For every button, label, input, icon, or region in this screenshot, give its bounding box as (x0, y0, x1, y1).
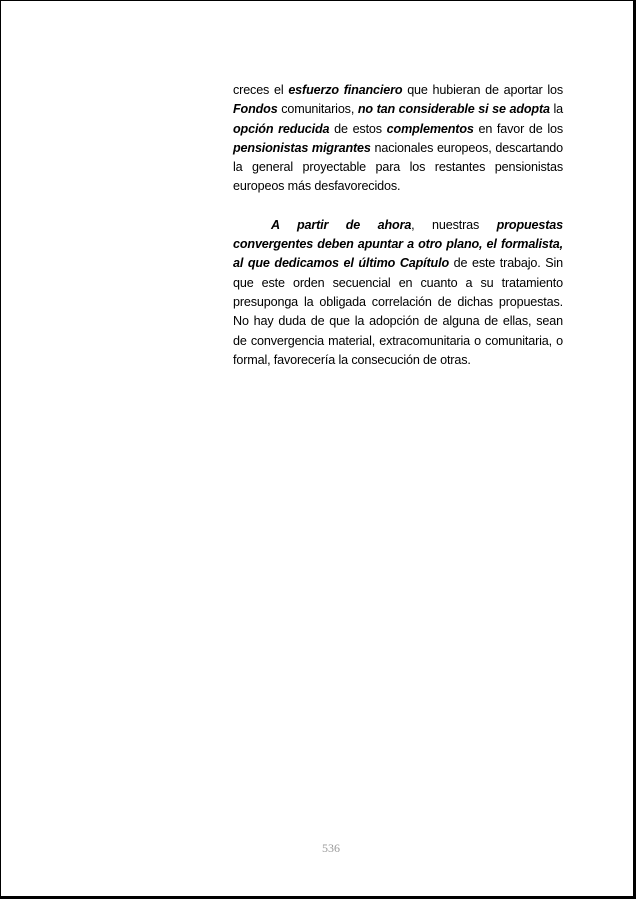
text-run: en favor de los (473, 121, 563, 136)
emphasis-text: propuestas convergentes deben apuntar a otro plano, el formalista, al que dedicamos el último Capítulo (233, 217, 563, 271)
text-run: creces el (233, 83, 289, 97)
emphasis-text: Fondos (233, 102, 278, 117)
emphasis-text: pensionistas migrantes (233, 140, 371, 155)
text-run: la (549, 102, 564, 117)
emphasis-text: A partir de ahora (271, 217, 412, 232)
paragraph-2 (233, 216, 563, 370)
text-run: de este trabajo. Sin que este orden secuencial en cuanto a su tratamiento presuponga la obligada correlación de dichas propuestas. No hay duda de que la adopción de alguna de ellas, sean de convergencia material, extracomunitaria o comunitaria, o formal, favorecería la consecución de otras. (233, 256, 563, 367)
page-number: 536 (322, 841, 340, 855)
body-text (233, 81, 563, 370)
text-run: de estos (329, 121, 387, 136)
paragraph-1 (233, 81, 563, 197)
text-run: comunitarios, (277, 102, 358, 117)
text-run: que hubieran de aportar los (402, 83, 563, 97)
emphasis-text: complementos (386, 121, 474, 136)
emphasis-text: esfuerzo financiero (288, 83, 403, 97)
emphasis-text: no tan considerable si se adopta (357, 102, 550, 117)
text-run: , nuestras (411, 217, 497, 232)
text-run: nacionales europeos, descartando la general proyectable para los restantes pensionistas europeos más desfavorecidos. (233, 140, 564, 194)
emphasis-text: opción reducida (233, 121, 330, 136)
